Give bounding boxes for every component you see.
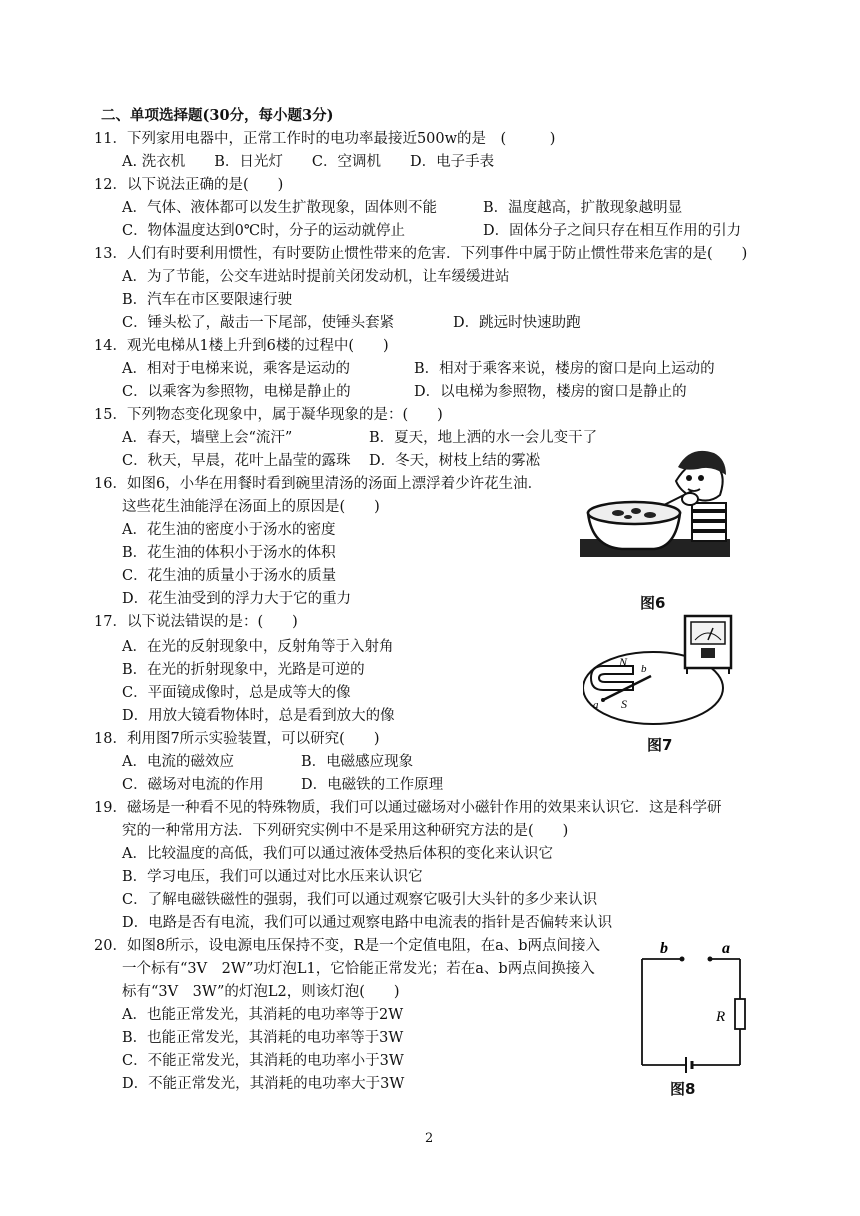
figure-7-label-b: b bbox=[641, 663, 647, 675]
q17-option-c: C．平面镜成像时，总是成等大的像 bbox=[122, 685, 351, 701]
q20-option-b: B．也能正常发光，其消耗的电功率等于3W bbox=[122, 1030, 404, 1046]
q16-option-d: D．花生油受到的浮力大于它的重力 bbox=[122, 591, 352, 607]
q17-option-a: A．在光的反射现象中，反射角等于入射角 bbox=[122, 639, 394, 655]
figure-8-label-b: b bbox=[660, 940, 668, 957]
q16-stem-1: 16．如图6，小华在用餐时看到碗里清汤的汤面上漂浮着少许花生油． bbox=[94, 476, 543, 492]
figure-6-caption: 图6 bbox=[640, 594, 666, 612]
q20-stem-2: 一个标有“3V 2W”功灯泡L1，它恰能正常发光；若在a、b两点间换接入 bbox=[122, 961, 595, 977]
figure-7-label-a: a bbox=[593, 699, 599, 711]
q14-option-a: A．相对于电梯来说，乘客是运动的 bbox=[122, 361, 350, 377]
q14-option-d: D．以电梯为参照物，楼房的窗口是静止的 bbox=[414, 384, 687, 400]
q12-stem: 12．以下说法正确的是( ) bbox=[94, 177, 284, 193]
q18-stem: 18．利用图7所示实验装置，可以研究( ) bbox=[94, 731, 380, 747]
q19-option-a: A．比较温度的高低，我们可以通过液体受热后体积的变化来认识它 bbox=[122, 846, 553, 862]
q12-option-c: C．物体温度达到0℃时，分子的运动就停止 bbox=[122, 223, 406, 239]
figure-8-circuit bbox=[630, 935, 755, 1075]
q19-option-d: D．电路是否有电流，我们可以通过观察电路中电流表的指针是否偏转来认识 bbox=[122, 915, 613, 931]
q20-stem-3: 标有“3V 3W”的灯泡L2，则该灯泡( ) bbox=[122, 984, 400, 1000]
page-number: 2 bbox=[425, 1131, 434, 1146]
q17-option-d: D．用放大镜看物体时，总是看到放大的像 bbox=[122, 708, 395, 724]
figure-8-label-r: R bbox=[716, 1009, 726, 1025]
figure-7-label-n: N bbox=[619, 655, 628, 669]
q17-stem: 17．以下说法错误的是：( ) bbox=[94, 614, 298, 630]
q18-option-d: D．电磁铁的工作原理 bbox=[301, 777, 444, 793]
q20-option-a: A．也能正常发光，其消耗的电功率等于2W bbox=[122, 1007, 404, 1023]
figure-8-label-a: a bbox=[722, 940, 730, 957]
q19-option-b: B．学习电压，我们可以通过对比水压来认识它 bbox=[122, 869, 423, 885]
q18-option-c: C．磁场对电流的作用 bbox=[122, 777, 264, 793]
q14-option-c: C．以乘客为参照物，电梯是静止的 bbox=[122, 384, 351, 400]
figure-7-label-s: S bbox=[621, 697, 627, 711]
q20-option-c: C．不能正常发光，其消耗的电功率小于3W bbox=[122, 1053, 404, 1069]
q16-option-a: A．花生油的密度小于汤水的密度 bbox=[122, 522, 336, 538]
q13-option-d: D．跳远时快速助跑 bbox=[453, 315, 581, 331]
figure-7-caption: 图7 bbox=[647, 736, 673, 754]
figure-7-apparatus bbox=[583, 610, 743, 730]
section-title: 二、单项选择题(30分，每小题3分) bbox=[101, 107, 334, 124]
q15-option-d: D．冬天，树枝上结的雾凇 bbox=[369, 453, 541, 469]
q15-option-b: B．夏天，地上洒的水一会儿变干了 bbox=[369, 430, 598, 446]
q19-option-c: C．了解电磁铁磁性的强弱，我们可以通过观察它吸引大头针的多少来认识 bbox=[122, 892, 598, 908]
q11-stem: 11．下列家用电器中，正常工作时的电功率最接近500w的是 ( ) bbox=[94, 131, 556, 147]
q20-stem-1: 20．如图8所示，设电源电压保持不变，R是一个定值电阻，在a、b两点间接入 bbox=[94, 938, 601, 954]
q13-option-b: B．汽车在市区要限速行驶 bbox=[122, 292, 293, 308]
figure-6-illustration bbox=[580, 445, 730, 580]
q11-options: A. 洗衣机 B．日光灯 C．空调机 D．电子手表 bbox=[122, 154, 495, 170]
q17-option-b: B．在光的折射现象中，光路是可逆的 bbox=[122, 662, 365, 678]
q20-option-d: D．不能正常发光，其消耗的电功率大于3W bbox=[122, 1076, 405, 1092]
q15-option-c: C．秋天，早晨，花叶上晶莹的露珠 bbox=[122, 453, 351, 469]
q15-stem: 15．下列物态变化现象中，属于凝华现象的是：( ) bbox=[94, 407, 443, 423]
q19-stem-1: 19．磁场是一种看不见的特殊物质，我们可以通过磁场对小磁针作用的效果来认识它．这是科学研 bbox=[94, 800, 722, 816]
q14-stem: 14．观光电梯从1楼上升到6楼的过程中( ) bbox=[94, 338, 389, 354]
q13-stem: 13．人们有时要利用惯性，有时要防止惯性带来的危害．下列事件中属于防止惯性带来危害的是( ) bbox=[94, 246, 748, 262]
q12-option-b: B．温度越高，扩散现象越明显 bbox=[483, 200, 683, 216]
q12-option-a: A．气体、液体都可以发生扩散现象，固体则不能 bbox=[122, 200, 437, 216]
q14-option-b: B．相对于乘客来说，楼房的窗口是向上运动的 bbox=[414, 361, 715, 377]
q15-option-a: A．春天，墙壁上会“流汗” bbox=[122, 430, 293, 446]
figure-8-caption: 图8 bbox=[670, 1080, 696, 1098]
q16-option-c: C．花生油的质量小于汤水的质量 bbox=[122, 568, 337, 584]
q12-option-d: D．固体分子之间只存在相互作用的引力 bbox=[483, 223, 742, 239]
q19-stem-2: 究的一种常用方法．下列研究实例中不是采用这种研究方法的是( ) bbox=[122, 823, 569, 839]
q13-option-c: C．锤头松了，敲击一下尾部，使锤头套紧 bbox=[122, 315, 395, 331]
q18-option-b: B．电磁感应现象 bbox=[301, 754, 414, 770]
q16-stem-2: 这些花生油能浮在汤面上的原因是( ) bbox=[122, 499, 380, 515]
q16-option-b: B．花生油的体积小于汤水的体积 bbox=[122, 545, 336, 561]
q13-option-a: A．为了节能，公交车进站时提前关闭发动机，让车缓缓进站 bbox=[122, 269, 510, 285]
q18-option-a: A．电流的磁效应 bbox=[122, 754, 234, 770]
